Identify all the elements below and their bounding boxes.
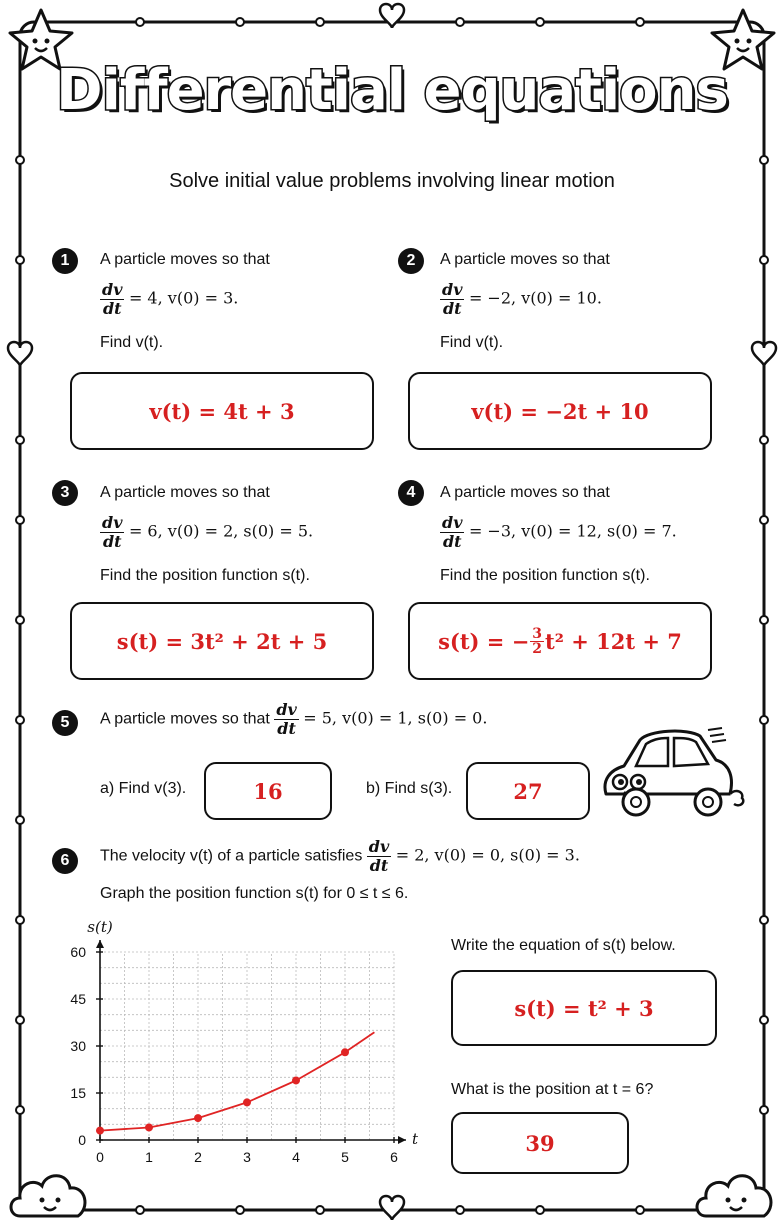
- y-tick-label: 30: [70, 1038, 86, 1054]
- problem-number: 6: [52, 848, 78, 874]
- problem-equation: $\frac{dv}{dt}$ = 4, v(0) = 3.: [102, 280, 239, 318]
- answer-box[interactable]: s(t) = − $\frac{3}{2}$ t² + 12t + 7: [408, 602, 712, 680]
- problem-intro: A particle moves so that: [440, 251, 610, 268]
- answer-box[interactable]: v(t) = 4t + 3: [70, 372, 374, 450]
- answer-box-position[interactable]: 39: [451, 1112, 629, 1174]
- data-point: [292, 1076, 300, 1084]
- x-axis-label: t: [412, 1130, 419, 1148]
- problem-number: 2: [398, 248, 424, 274]
- data-point: [145, 1123, 153, 1131]
- problem-number: 4: [398, 480, 424, 506]
- part-a-label: a) Find v(3).: [100, 780, 187, 797]
- page-title: Differential equations: [56, 58, 728, 123]
- car-icon: [596, 722, 746, 822]
- data-point: [341, 1048, 349, 1056]
- series-line: [100, 1032, 374, 1130]
- answer-box-equation[interactable]: s(t) = t² + 3: [451, 970, 717, 1046]
- cloud-icon: [692, 1160, 778, 1226]
- y-tick-label: 60: [70, 944, 86, 960]
- problem-equation: $\frac{dv}{dt}$ = 6, v(0) = 2, s(0) = 5.: [102, 513, 314, 551]
- x-tick-label: 6: [390, 1149, 398, 1165]
- data-point: [243, 1098, 251, 1106]
- problem-intro: A particle moves so that: [440, 484, 610, 501]
- problem-number: 1: [52, 248, 78, 274]
- problem-equation: The velocity v(t) of a particle satisfies $\frac{dv}{dt}$ = 2, v(0) = 0, s(0) = 3.: [100, 837, 580, 875]
- problem-intro: A particle moves so that: [100, 484, 270, 501]
- position-prompt: What is the position at t = 6?: [451, 1081, 654, 1098]
- answer-box-a[interactable]: 16: [204, 762, 332, 820]
- answer-box-b[interactable]: 27: [466, 762, 590, 820]
- y-axis-arrow: [96, 940, 104, 948]
- problem-task: Find the position function s(t).: [100, 567, 310, 584]
- y-tick-label: 45: [70, 991, 86, 1007]
- part-b-label: b) Find s(3).: [366, 780, 453, 797]
- data-point: [194, 1114, 202, 1122]
- problem-number: 5: [52, 710, 78, 736]
- problem-equation: $\frac{dv}{dt}$ = −3, v(0) = 12, s(0) = 7.: [442, 513, 677, 551]
- answer-box[interactable]: v(t) = −2t + 10: [408, 372, 712, 450]
- problem-number: 3: [52, 480, 78, 506]
- problem-task: Find v(t).: [440, 334, 504, 351]
- data-point: [96, 1127, 104, 1135]
- problem-task: Find the position function s(t).: [440, 567, 650, 584]
- x-axis-arrow: [398, 1136, 406, 1144]
- x-tick-label: 1: [145, 1149, 153, 1165]
- y-axis-label: s(t): [87, 918, 113, 936]
- answer-box[interactable]: s(t) = 3t² + 2t + 5: [70, 602, 374, 680]
- y-tick-label: 15: [70, 1085, 86, 1101]
- equation-prompt: Write the equation of s(t) below.: [451, 937, 676, 954]
- page-subtitle: Solve initial value problems involving linear motion: [169, 170, 615, 192]
- x-tick-label: 0: [96, 1149, 104, 1165]
- x-tick-label: 5: [341, 1149, 349, 1165]
- problem-equation: A particle moves so that $\frac{dv}{dt}$ = 5, v(0) = 1, s(0) = 0.: [100, 700, 488, 738]
- problem-task: Find v(t).: [100, 334, 164, 351]
- x-tick-label: 4: [292, 1149, 300, 1165]
- y-tick-label: 0: [78, 1132, 86, 1148]
- problem-intro: A particle moves so that: [100, 251, 270, 268]
- problem-task: Graph the position function s(t) for 0 ≤ t ≤ 6.: [100, 885, 409, 902]
- x-tick-label: 2: [194, 1149, 202, 1165]
- problem-equation: $\frac{dv}{dt}$ = −2, v(0) = 10.: [442, 280, 602, 318]
- x-tick-label: 3: [243, 1149, 251, 1165]
- position-graph: [60, 910, 440, 1180]
